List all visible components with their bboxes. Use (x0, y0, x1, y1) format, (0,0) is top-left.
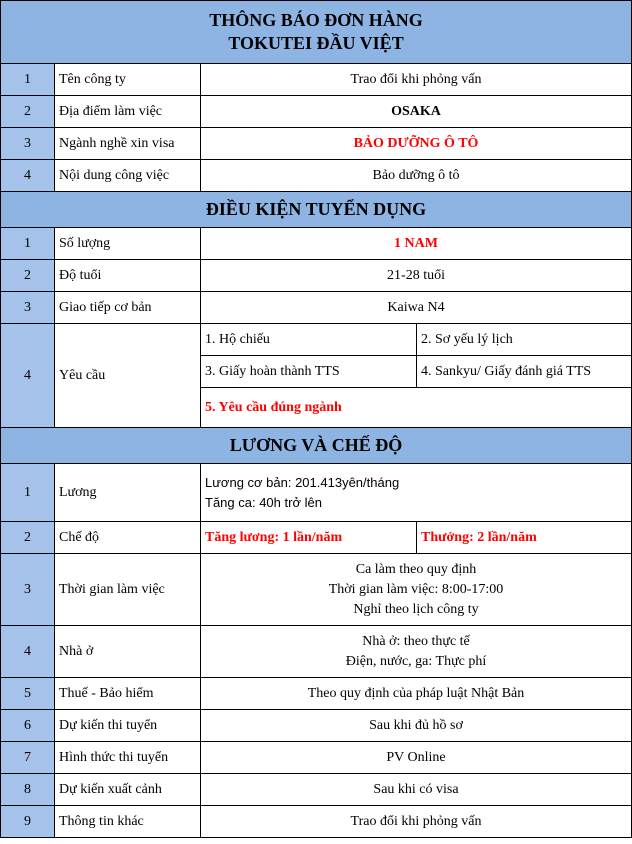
requirement-item: 3. Giấy hoàn thành TTS (201, 356, 417, 388)
row-number: 9 (1, 806, 55, 838)
row-number: 1 (1, 64, 55, 96)
row-label: Thời gian làm việc (55, 554, 201, 626)
title-row (1, 1, 632, 64)
page-title (1, 1, 632, 64)
row-value: BẢO DƯỠNG Ô TÔ (201, 128, 632, 160)
row-label: Nội dung công việc (55, 160, 201, 192)
table-row (1, 710, 632, 742)
row-label: Địa điểm làm việc (55, 96, 201, 128)
table-row (1, 160, 632, 192)
table-row (1, 228, 632, 260)
table-row (1, 128, 632, 160)
worktime-line: Ca làm theo quy định (355, 561, 477, 577)
table-row (1, 626, 632, 678)
row-value (201, 554, 632, 626)
row-value: Sau khi có visa (201, 774, 632, 806)
table-row (1, 64, 632, 96)
row-label: Lương (55, 464, 201, 522)
salary-base: Lương cơ bản: 201.413yên/tháng (205, 474, 400, 490)
row-label: Nhà ở (55, 626, 201, 678)
housing-line: Điện, nước, ga: Thực phí (345, 653, 487, 669)
row-number: 1 (1, 228, 55, 260)
row-label: Thông tin khác (55, 806, 201, 838)
row-number: 1 (1, 464, 55, 522)
row-label: Độ tuổi (55, 260, 201, 292)
row-number: 3 (1, 292, 55, 324)
row-value: Trao đổi khi phỏng vấn (201, 806, 632, 838)
row-label: Yêu cầu (55, 324, 201, 428)
worktime-line: Thời gian làm việc: 8:00-17:00 (328, 581, 504, 597)
table-row (1, 806, 632, 838)
section-header-row (1, 428, 632, 464)
table-row (1, 774, 632, 806)
section-title: ĐIỀU KIỆN TUYỂN DỤNG (1, 192, 632, 228)
section-header-row (1, 192, 632, 228)
table-row (1, 260, 632, 292)
requirement-item: 4. Sankyu/ Giấy đánh giá TTS (417, 356, 632, 388)
table-row (1, 464, 632, 522)
row-number: 3 (1, 128, 55, 160)
row-number: 4 (1, 626, 55, 678)
table-row (1, 96, 632, 128)
row-number: 2 (1, 522, 55, 554)
row-label: Hình thức thi tuyển (55, 742, 201, 774)
salary-overtime: Tăng ca: 40h trở lên (205, 494, 322, 510)
row-value: Theo quy định của pháp luật Nhật Bản (201, 678, 632, 710)
row-label: Số lượng (55, 228, 201, 260)
row-number: 6 (1, 710, 55, 742)
housing-line: Nhà ở: theo thực tế (362, 633, 470, 649)
row-value: 21-28 tuổi (201, 260, 632, 292)
row-label: Thuế - Bảo hiểm (55, 678, 201, 710)
section-title: LƯƠNG VÀ CHẾ ĐỘ (1, 428, 632, 464)
row-number: 8 (1, 774, 55, 806)
row-value: Trao đổi khi phỏng vấn (201, 64, 632, 96)
row-number: 7 (1, 742, 55, 774)
table-row (1, 522, 632, 554)
row-value: Kaiwa N4 (201, 292, 632, 324)
table-row (1, 742, 632, 774)
row-number: 5 (1, 678, 55, 710)
table-row (1, 678, 632, 710)
row-value (201, 464, 632, 522)
requirement-item: 1. Hộ chiếu (201, 324, 417, 356)
row-label: Dự kiến xuất cảnh (55, 774, 201, 806)
table-row (1, 554, 632, 626)
raise-value: Tăng lương: 1 lần/năm (201, 522, 417, 554)
title-line-1: THÔNG BÁO ĐƠN HÀNG (209, 10, 423, 30)
row-value: 1 NAM (201, 228, 632, 260)
row-label: Giao tiếp cơ bản (55, 292, 201, 324)
row-value (201, 626, 632, 678)
bonus-value: Thưởng: 2 lần/năm (417, 522, 632, 554)
requirement-item: 2. Sơ yếu lý lịch (417, 324, 632, 356)
requirement-item: 5. Yêu cầu đúng ngành (201, 388, 632, 428)
row-value: Sau khi đủ hồ sơ (201, 710, 632, 742)
row-label: Dự kiến thi tuyển (55, 710, 201, 742)
row-label: Ngành nghề xin visa (55, 128, 201, 160)
row-value: Bảo dưỡng ô tô (201, 160, 632, 192)
table-row (1, 292, 632, 324)
row-label: Tên công ty (55, 64, 201, 96)
row-value: OSAKA (201, 96, 632, 128)
row-number: 4 (1, 160, 55, 192)
row-value: PV Online (201, 742, 632, 774)
title-line-2: TOKUTEI ĐẦU VIỆT (228, 33, 404, 53)
row-number: 2 (1, 260, 55, 292)
row-number: 3 (1, 554, 55, 626)
row-label: Chế độ (55, 522, 201, 554)
requirements-row (1, 324, 632, 356)
row-number: 2 (1, 96, 55, 128)
worktime-line: Nghỉ theo lịch công ty (353, 601, 479, 617)
row-number: 4 (1, 324, 55, 428)
